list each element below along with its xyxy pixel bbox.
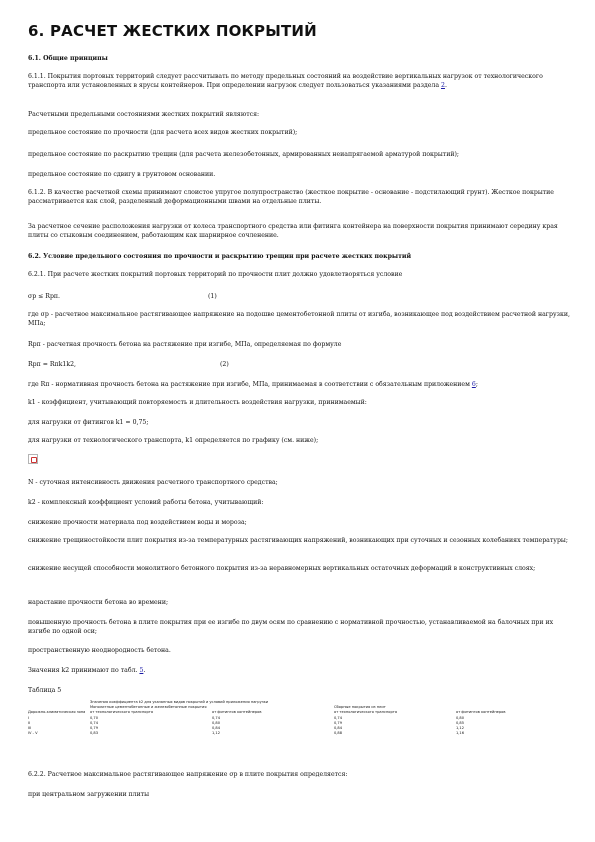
- paragraph-end: ;: [475, 381, 478, 388]
- table-cell: 0,70: [90, 715, 99, 720]
- paragraph-6-1-1: [28, 72, 573, 90]
- table-cell: 0,83: [90, 731, 99, 736]
- paragraph-k1-transport: для нагрузки от технологического транспорта, k1 определяется по графику (см. ниже);: [28, 437, 319, 444]
- section-heading-6-2: 6.2. Условие предельного состояния по прочности и раскрытию трещин при расчете жестких покрытий: [28, 253, 412, 260]
- table-cell: 0,74: [90, 720, 99, 725]
- table-cell: 0,79: [90, 726, 99, 731]
- table-subheader-transport: от технологического транспорта: [334, 710, 398, 715]
- table-cell: 0,84: [334, 726, 343, 731]
- paragraph-increased: повышенную прочность бетона в плите покрытия при ее изгибе по двум осям по сравнению с нормативной прочностью, устанавливаемой на балочных при их изгибе по одной оси;: [28, 619, 554, 636]
- table-cell: 1,16: [456, 731, 465, 736]
- link-appendix-6[interactable]: 6: [471, 381, 476, 388]
- paragraph-decrease-capacity: снижение несущей способности монолитного бетонного покрытия из-за неравномерных вертикальных остаточных деформаций в конструктивных слоях;: [28, 565, 536, 572]
- table-cell: III: [28, 726, 32, 731]
- paragraph-end: .: [444, 82, 447, 90]
- paragraph-text: 6.1.1. Покрытия портовых территорий следует рассчитывать по методу предельных состояний на воздействие вертикальных нагрузок от технологического транспорта или установленных в ярусы контейнеров. При определении нагрузок следует пользоваться указаниями раздела: [28, 73, 543, 90]
- paragraph-decrease-water: снижение прочности материала под воздействием воды и мороза;: [28, 519, 247, 526]
- table-cell: 0,79: [334, 720, 343, 725]
- paragraph-k2: k2 - комплексный коэффициент условий работы бетона, учитывающий:: [28, 499, 264, 506]
- section-heading-6-1: 6.1. Общие принципы: [28, 55, 108, 62]
- paragraph-text: Значения k2 принимают по табл.: [28, 667, 140, 674]
- table-subheader-transport: от технологического транспорта: [90, 710, 154, 715]
- paragraph-central-loading: при центральном загружении плиты: [28, 791, 150, 798]
- table-caption: Таблица 5: [28, 687, 62, 694]
- table-cell: 0,74: [212, 715, 221, 720]
- broken-image-icon: [28, 454, 38, 464]
- table-row: [28, 731, 573, 736]
- paragraph-rn: [28, 380, 573, 389]
- formula-1-number: (1): [208, 293, 217, 300]
- paragraph-load-position: За расчетное сечение расположения нагрузки от колеса транспортного средства или фитинга контейнера на поверхности покрытия принимают середину края плиты со стыковым соединением, работающим как шарнирное сочленение.: [28, 223, 558, 240]
- formula-2: Rрп = Rпk1k2,: [28, 361, 76, 368]
- link-table-5[interactable]: 5: [139, 667, 144, 674]
- table-cell: 1,12: [212, 731, 221, 736]
- paragraph-text: где Rп - нормативная прочность бетона на растяжение при изгибе, МПа, принимаемая в соответствии с обязательным приложением: [28, 381, 472, 388]
- table-subheader-fittings: от фитингов контейнеров: [456, 710, 506, 715]
- paragraph-k1-fittings: для нагрузки от фитингов k1 = 0,75;: [28, 419, 149, 426]
- table-cell: 0,80: [456, 715, 465, 720]
- table-subheader-precast: Сборные покрытия из плит: [334, 705, 386, 710]
- paragraph-k2-values: [28, 666, 573, 675]
- paragraph-spatial: пространственную неоднородность бетона.: [28, 647, 171, 654]
- table-5: [28, 700, 573, 736]
- paragraph-6-2-2: 6.2.2. Расчетное максимальное растягивающее напряжение σр в плите покрытия определяется:: [28, 771, 348, 778]
- table-cell: I: [28, 715, 30, 720]
- paragraph-states-intro: Расчетными предельными состояниями жестких покрытий являются:: [28, 111, 260, 118]
- table-cell: 0,80: [212, 720, 221, 725]
- table-cell: 0,88: [334, 731, 343, 736]
- table-header-zone: Дорожно-климатическая зона: [28, 710, 86, 714]
- paragraph-state-shear: предельное состояние по сдвигу в грунтовом основании.: [28, 171, 216, 178]
- paragraph-state-cracks: предельное состояние по раскрытию трещин (для расчета железобетонных, армированных неиапрягаемой арматурой покрытий);: [28, 151, 459, 158]
- table-cell: 0,74: [334, 715, 343, 720]
- table-cell: 1,12: [456, 726, 465, 731]
- paragraph-state-strength: предельное состояние по прочности (для расчета всех видов жестких покрытий);: [28, 129, 298, 136]
- paragraph-end: .: [143, 667, 146, 674]
- table-cell: II: [28, 720, 31, 725]
- table-subheader-monolith: Монолитные цементобетонные и железобетонные покрытия: [90, 705, 207, 710]
- paragraph-n: N - суточная интенсивность движения расчетного транспортного средства;: [28, 479, 278, 486]
- table-cell: 0,84: [212, 726, 221, 731]
- paragraph-rpn: Rрп - расчетная прочность бетона на растяжение при изгибе, МПа, определяемая по формуле: [28, 341, 342, 348]
- formula-1: σр ≤ Rрп.: [28, 293, 61, 300]
- page-title: 6. РАСЧЕТ ЖЕСТКИХ ПОКРЫТИЙ: [28, 22, 317, 40]
- paragraph-6-2-1: 6.2.1. При расчете жестких покрытий портовых территорий по прочности плит должно удовлетворяться условие: [28, 271, 403, 278]
- paragraph-decrease-cracks: снижение трещиностойкости плит покрытия из-за температурных растягивающих напряжений, возникающих при суточных и сезонных колебаниях температуры;: [28, 537, 568, 544]
- paragraph-growth: нарастание прочности бетона во времени;: [28, 599, 169, 606]
- paragraph-k1: k1 - коэффициент, учитывающий повторяемость и длительность воздействия нагрузки, принимаемый:: [28, 399, 367, 406]
- link-section-2[interactable]: 2: [441, 82, 445, 90]
- formula-2-number: (2): [220, 361, 229, 368]
- table-subheader-fittings: от фитингов контейнеров: [212, 710, 262, 715]
- table-header-group: Значения коэффициента k2 для указанных видов покрытий и условий приложения нагрузки: [90, 700, 269, 704]
- table-cell: 0,85: [456, 720, 465, 725]
- table-cell: IV - V: [28, 731, 38, 736]
- paragraph-where-sigma: где σр - расчетное максимальное растягивающее напряжение на подошве цементобетонной плиты от изгиба, возникающее под воздействием расчетной нагрузки, МПа;: [28, 311, 570, 328]
- paragraph-6-1-2: 6.1.2. В качестве расчетной схемы принимают слоистое упругое полупространство (жесткое покрытие - основание - подстилающий грунт). Жесткое покрытие рассматривается как слой, разделенный деформационными швами на отдельные плиты.: [28, 189, 554, 206]
